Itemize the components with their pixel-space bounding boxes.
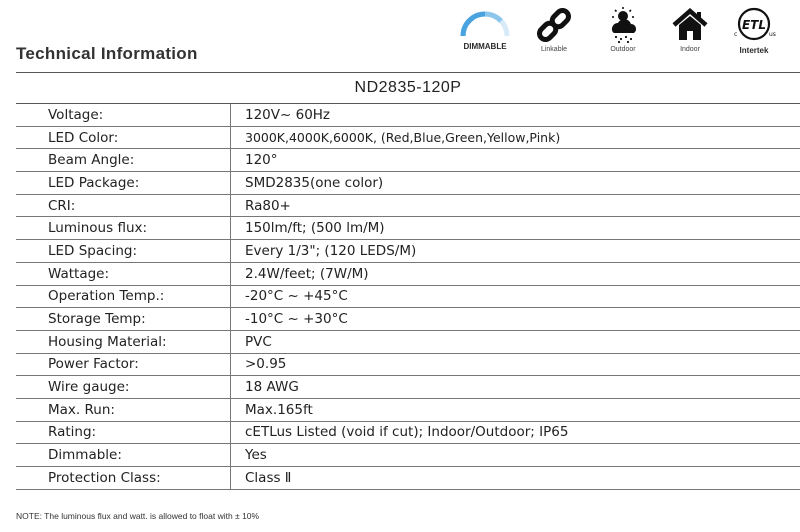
home-icon	[670, 6, 710, 44]
spec-value: Ra80+	[231, 194, 800, 217]
table-row	[16, 330, 800, 353]
table-row	[16, 467, 800, 490]
etl-logo-us: us	[769, 31, 776, 38]
table-row	[16, 353, 800, 376]
table-row	[16, 376, 800, 399]
table-row	[16, 421, 800, 444]
spec-label: Wire gauge:	[16, 376, 231, 399]
spec-value: >0.95	[231, 353, 800, 376]
intertek-label: Intertek	[739, 46, 769, 55]
etl-logo-c: c	[734, 31, 738, 38]
spec-label: LED Spacing:	[16, 240, 231, 263]
spec-value: 18 AWG	[231, 376, 800, 399]
spec-value: 120°	[231, 149, 800, 172]
linkable-badge	[519, 6, 589, 53]
spec-label: Luminous flux:	[16, 217, 231, 240]
indoor-label: Indoor	[680, 46, 700, 53]
table-row	[16, 398, 800, 421]
spec-label: Operation Temp.:	[16, 285, 231, 308]
outdoor-badge	[588, 6, 658, 53]
dimmable-icon	[455, 6, 515, 40]
spec-value: Every 1/3"; (120 LEDS/M)	[231, 240, 800, 263]
table-row	[16, 262, 800, 285]
spec-value: 2.4W/feet; (7W/M)	[231, 262, 800, 285]
spec-value: -10°C ~ +30°C	[231, 308, 800, 331]
page-title: Technical Information	[16, 44, 198, 63]
dimmable-badge	[450, 6, 520, 51]
spec-label: Housing Material:	[16, 330, 231, 353]
etl-logo-text: ETL	[741, 18, 767, 32]
table-row	[16, 217, 800, 240]
indoor-badge	[655, 6, 725, 53]
spec-value: 150lm/ft; (500 lm/M)	[231, 217, 800, 240]
spec-label: Power Factor:	[16, 353, 231, 376]
spec-label: Rating:	[16, 421, 231, 444]
spec-label: CRI:	[16, 194, 231, 217]
spec-value: PVC	[231, 330, 800, 353]
spec-value: -20°C ~ +45°C	[231, 285, 800, 308]
etl-badge	[719, 6, 789, 55]
table-row	[16, 104, 800, 126]
spec-label: Wattage:	[16, 262, 231, 285]
spec-label: Protection Class:	[16, 467, 231, 490]
table-row	[16, 194, 800, 217]
linkable-label: Linkable	[540, 46, 568, 53]
spec-label: Voltage:	[16, 104, 231, 126]
spec-value: 120V~ 60Hz	[231, 104, 800, 126]
table-row	[16, 126, 800, 149]
spec-label: Max. Run:	[16, 398, 231, 421]
etl-listed-icon	[730, 6, 778, 44]
table-row	[16, 308, 800, 331]
spec-label: LED Color:	[16, 126, 231, 149]
footnote: NOTE: The luminous flux and watt. is allowed to float with ± 10%	[16, 511, 260, 521]
spec-label: LED Package:	[16, 172, 231, 195]
spec-value: Class Ⅱ	[231, 467, 800, 490]
dimmable-label: DIMMABLE	[463, 42, 507, 51]
table-row	[16, 285, 800, 308]
spec-value: Max.165ft	[231, 398, 800, 421]
spec-label: Beam Angle:	[16, 149, 231, 172]
model-number: ND2835-120P	[16, 72, 800, 104]
spec-value: Yes	[231, 444, 800, 467]
spec-table	[16, 104, 800, 490]
table-row	[16, 444, 800, 467]
spec-value: 3000K,4000K,6000K, (Red,Blue,Green,Yellow,Pink)	[231, 126, 800, 149]
spec-sheet	[16, 72, 800, 490]
outdoor-label: Outdoor	[610, 46, 636, 53]
spec-value: cETLus Listed (void if cut); Indoor/Outdoor; IP65	[231, 421, 800, 444]
link-icon	[534, 6, 574, 44]
table-row	[16, 172, 800, 195]
feature-badges	[455, 6, 800, 66]
spec-value: SMD2835(one color)	[231, 172, 800, 195]
spec-label: Storage Temp:	[16, 308, 231, 331]
table-row	[16, 240, 800, 263]
spec-label: Dimmable:	[16, 444, 231, 467]
outdoor-weather-icon	[603, 6, 643, 44]
table-row	[16, 149, 800, 172]
